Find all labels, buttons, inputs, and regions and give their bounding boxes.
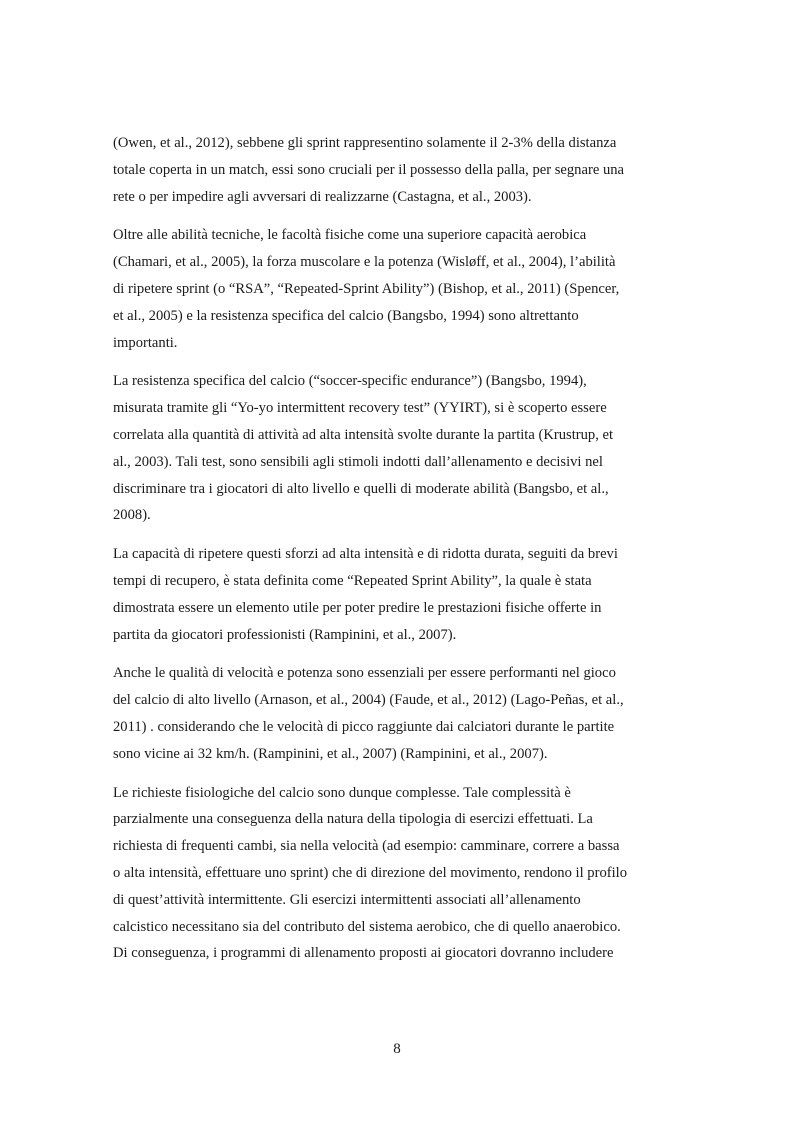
text-line: Di conseguenza, i programmi di allenamento proposti ai giocatori dovranno includere xyxy=(113,945,614,962)
text-line: (Owen, et al., 2012), sebbene gli sprint rappresentino solamente il 2-3% della distanza xyxy=(113,135,617,151)
text-line: discriminare tra i giocatori di alto livello e quelli di moderate abilità (Bangsbo, et al., xyxy=(113,480,609,497)
text-line: La capacità di ripetere questi sforzi ad alta intensità e di ridotta durata, seguiti da brevi xyxy=(113,546,618,563)
paragraph-5 xyxy=(113,660,679,767)
paragraph-6 xyxy=(113,780,679,968)
paragraph-1 xyxy=(113,130,679,210)
text-line: (Chamari, et al., 2005), la forza muscolare e la potenza (Wisløff, et al., 2004), l’abilità xyxy=(113,254,616,271)
text-line: del calcio di alto livello (Arnason, et al., 2004) (Faude, et al., 2012) (Lago-Peñas, et al., xyxy=(113,692,624,709)
text-line: La resistenza specifica del calcio (“soccer-specific endurance”) (Bangsbo, 1994), xyxy=(113,373,587,390)
body-text xyxy=(113,130,679,979)
text-line: Le richieste fisiologiche del calcio sono dunque complesse. Tale complessità è xyxy=(113,784,571,801)
text-line: importanti. xyxy=(113,334,178,351)
text-line: 2011) . considerando che le velocità di picco raggiunte dai calciatori durante le partite xyxy=(113,718,615,735)
text-line: totale coperta in un match, essi sono cruciali per il possesso della palla, per segnare una xyxy=(113,161,625,178)
text-line: Anche le qualità di velocità e potenza sono essenziali per essere performanti nel gioco xyxy=(113,665,616,682)
text-line: di quest’attività intermittente. Gli esercizi intermittenti associati all’allenamento xyxy=(113,891,581,908)
text-line: rete o per impedire agli avversari di realizzarne (Castagna, et al., 2003). xyxy=(113,188,532,205)
paragraph-2 xyxy=(113,222,679,356)
text-line: al., 2003). Tali test, sono sensibili agli stimoli indotti dall’allenamento e decisivi nel xyxy=(113,453,603,470)
text-line: sono vicine ai 32 km/h. (Rampinini, et al., 2007) (Rampinini, et al., 2007). xyxy=(113,745,548,762)
text-line: dimostrata essere un elemento utile per poter predire le prestazioni fisiche offerte in xyxy=(113,599,602,616)
text-line: richiesta di frequenti cambi, sia nella velocità (ad esempio: camminare, correre a bassa xyxy=(113,838,620,855)
text-line: o alta intensità, effettuare uno sprint) che di direzione del movimento, rendono il profilo xyxy=(113,864,628,881)
text-line: di ripetere sprint (o “RSA”, “Repeated-Sprint Ability”) (Bishop, et al., 2011) (Spencer, xyxy=(113,280,620,297)
text-line: parzialmente una conseguenza della natura della tipologia di esercizi effettuati. La xyxy=(113,811,593,828)
text-line: correlata alla quantità di attività ad alta intensità svolte durante la partita (Krustrup, et xyxy=(113,426,614,443)
paragraph-3 xyxy=(113,368,679,529)
text-line: et al., 2005) e la resistenza specifica del calcio (Bangsbo, 1994) sono altrettanto xyxy=(113,307,579,324)
paragraph-4 xyxy=(113,541,679,648)
text-line: calcistico necessitano sia del contributo del sistema aerobico, che di quello anaerobico. xyxy=(113,918,621,935)
text-line: Oltre alle abilità tecniche, le facoltà fisiche come una superiore capacità aerobica xyxy=(113,227,587,244)
text-line: tempi di recupero, è stata definita come “Repeated Sprint Ability”, la quale è stata xyxy=(113,572,592,589)
page-number: 8 xyxy=(393,1041,401,1057)
text-line: misurata tramite gli “Yo-yo intermittent recovery test” (YYIRT), si è scoperto essere xyxy=(113,400,607,417)
text-line: 2008). xyxy=(113,507,151,524)
text-line: partita da giocatori professionisti (Rampinini, et al., 2007). xyxy=(113,626,457,643)
